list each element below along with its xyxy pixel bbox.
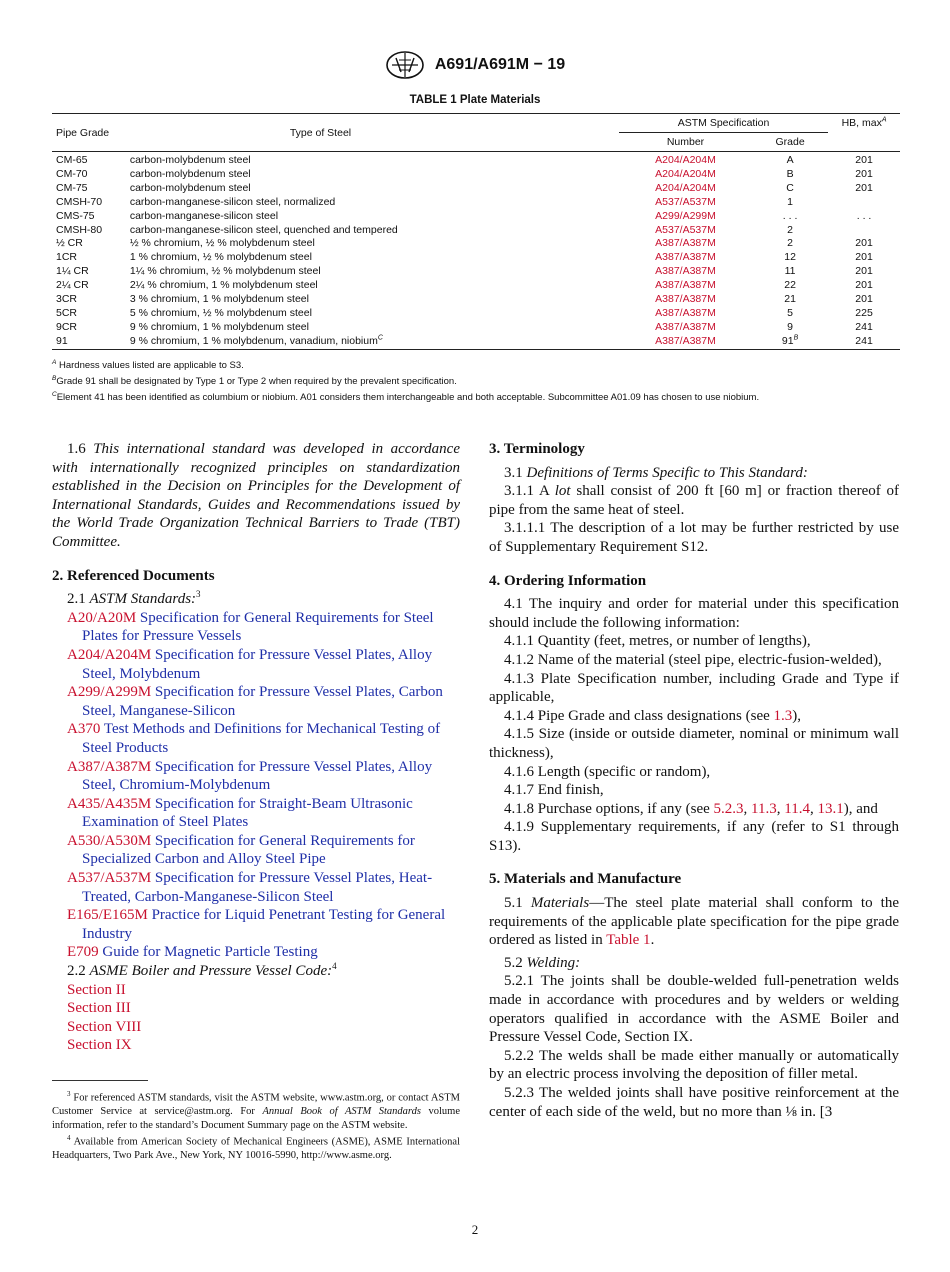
astm-reference-item[interactable]: [52, 609, 460, 646]
cell-spec-number-link[interactable]: A387/A387M: [655, 334, 716, 347]
table-row: [52, 307, 900, 321]
asme-section-ii-link[interactable]: Section II: [67, 981, 126, 998]
reference-code[interactable]: A537/A537M: [67, 870, 152, 887]
paragraph-5-2-3: 5.2.3 The welded joints shall have positive reinforcement at the center of each side of the weld, but no more than ⅛ in. [3: [489, 1085, 899, 1120]
astm-reference-list: [52, 609, 460, 962]
left-column: [52, 440, 460, 1055]
paragraph-4-1-1: 4.1.1 Quantity (feet, metres, or number of lengths),: [504, 633, 811, 650]
cell-spec-number-link[interactable]: A537/A537M: [655, 223, 716, 236]
link-table-1[interactable]: Table 1: [606, 932, 651, 949]
footnote-3: $^3$ For referenced ASTM standards, visit the ASTM website, www.astm.org, or contact ASTM Customer Service at service@astm.org. For Annual Book of ASTM Standards volume information, refer to the standard’s Document Summary page on the ASTM website.: [52, 1090, 460, 1131]
section-heading-ordering-information: 4. Ordering Information: [489, 572, 647, 589]
paragraph-5-1: 5.1 Materials—The steel plate material shall conform to the requirements of the applicable plate specification for the pipe grade ordered as listed in Table 1.: [489, 895, 899, 949]
cell-spec-grade: 11: [784, 265, 796, 278]
cell-hb-max: 201: [855, 154, 873, 166]
reference-code[interactable]: A370: [67, 721, 101, 738]
cell-hb-max: 225: [855, 306, 873, 319]
table-title: TABLE 1 Plate Materials: [409, 94, 541, 106]
reference-title[interactable]: Specification for General Requirements for Specialized Carbon and Alloy Steel Pipe: [82, 832, 415, 868]
table-row: [52, 265, 900, 279]
cell-hb-max: [828, 196, 900, 210]
cell-spec-grade: 1: [787, 195, 793, 208]
paragraph-4-1-7: 4.1.7 End finish,: [504, 782, 604, 799]
cell-spec-number-link[interactable]: A387/A387M: [655, 306, 716, 319]
cell-type-of-steel: 3 % chromium, 1 % molybdenum steel: [129, 293, 309, 306]
link-5-2-3[interactable]: 5.2.3: [713, 800, 744, 817]
table-row: [52, 152, 900, 168]
cell-spec-number-link[interactable]: A204/A204M: [655, 154, 716, 166]
reference-code[interactable]: E709: [67, 944, 99, 961]
cell-spec-grade: 5: [787, 306, 793, 319]
section-heading-materials-manufacture: 5. Materials and Manufacture: [489, 871, 682, 888]
astm-reference-item[interactable]: [52, 646, 460, 683]
cell-pipe-grade: CM-75: [56, 181, 88, 194]
reference-code[interactable]: A20/A20M: [67, 609, 137, 626]
cell-hb-max: [828, 224, 900, 238]
cell-spec-grade: B: [786, 167, 794, 180]
paragraph-3-1: 3.1 Definitions of Terms Specific to This Standard:: [504, 464, 808, 481]
cell-pipe-grade: 5CR: [56, 306, 78, 319]
reference-code[interactable]: A435/A435M: [67, 795, 152, 812]
plate-materials-table: [52, 113, 900, 350]
cell-type-of-steel: carbon-molybdenum steel: [129, 181, 251, 194]
cell-spec-number-link[interactable]: A387/A387M: [655, 293, 716, 306]
cell-type-of-steel: 1¼ % chromium, ½ % molybdenum steel: [129, 265, 321, 278]
link-11-3[interactable]: 11.3: [751, 800, 777, 817]
table-row: [52, 335, 900, 349]
cell-spec-number-link[interactable]: A387/A387M: [655, 320, 716, 333]
reference-title[interactable]: Practice for Liquid Penetrant Testing for General Industry: [82, 907, 446, 942]
footnote-divider: [52, 1080, 148, 1081]
col-header-grade: Grade: [775, 136, 805, 148]
page-number: 2: [471, 1222, 479, 1237]
reference-code[interactable]: A530/A530M: [67, 832, 152, 849]
cell-pipe-grade: 91: [56, 334, 68, 347]
cell-spec-grade: 12: [784, 251, 796, 264]
astm-reference-item[interactable]: [52, 795, 460, 832]
footnotes: [52, 1088, 460, 1163]
paragraph-3-1-1-1: 3.1.1.1 The description of a lot may be further restricted by use of Supplementary Requirement S12.: [489, 520, 899, 555]
asme-section-iii-link[interactable]: Section III: [67, 1000, 131, 1017]
asme-section-viii-link[interactable]: Section VIII: [67, 1018, 142, 1035]
cell-hb-max: 201: [855, 251, 873, 264]
reference-title[interactable]: Specification for Pressure Vessel Plates, Alloy Steel, Chromium-Molybdenum: [82, 758, 433, 794]
reference-title[interactable]: Specification for General Requirements for Steel Plates for Pressure Vessels: [82, 609, 434, 645]
reference-title[interactable]: Specification for Pressure Vessel Plates, Carbon Steel, Manganese-Silicon: [82, 684, 443, 719]
cell-type-of-steel: 9 % chromium, 1 % molybdenum steel: [129, 320, 309, 333]
cell-hb-max: 241: [855, 334, 873, 347]
cell-type-of-steel: 2¼ % chromium, 1 % molybdenum steel: [129, 279, 318, 292]
reference-title[interactable]: Specification for Straight-Beam Ultrasonic Examination of Steel Plates: [82, 795, 413, 831]
col-header-number: Number: [666, 136, 705, 148]
table-row: [52, 224, 900, 238]
reference-title[interactable]: Specification for Pressure Vessel Plates, Alloy Steel, Molybdenum: [82, 646, 433, 682]
paragraph-4-1-6: 4.1.6 Length (specific or random),: [504, 763, 711, 780]
cell-pipe-grade: CMSH-80: [56, 223, 103, 236]
cell-hb-max: 201: [855, 279, 873, 292]
table-row: [52, 196, 900, 210]
paragraph-2-2: 2.2 ASME Boiler and Pressure Vessel Code:$^4$: [67, 961, 337, 980]
cell-hb-max: 241: [855, 320, 873, 333]
paragraph-5-2-1: 5.2.1 The joints shall be double-welded full-penetration welds made in accordance with procedures and by welders or welding operators qualified in accordance with the ASME Boiler and Pressure Vessel Code, Section IX.: [489, 973, 899, 1046]
table-row: [52, 210, 900, 224]
cell-type-of-steel: carbon-molybdenum steel: [129, 167, 251, 180]
table-row: [52, 321, 900, 335]
page-header: [0, 50, 950, 80]
cell-spec-number-link[interactable]: A537/A537M: [655, 195, 716, 208]
cell-spec-number-link[interactable]: A204/A204M: [655, 167, 716, 180]
reference-code[interactable]: E165/E165M: [67, 907, 148, 924]
table-row: [52, 279, 900, 293]
cell-hb-max: 201: [855, 181, 873, 194]
cell-spec-grade: 2: [787, 237, 793, 250]
cell-pipe-grade: 1CR: [56, 251, 78, 264]
right-column: [489, 440, 899, 1121]
table-note-a: $^A$ Hardness values listed are applicable to S3.: [52, 359, 244, 372]
cell-pipe-grade: 1¼ CR: [56, 265, 89, 278]
cell-spec-number-link[interactable]: A204/A204M: [655, 181, 716, 194]
cell-spec-number-link[interactable]: A387/A387M: [655, 237, 716, 250]
cell-type-of-steel: 5 % chromium, ½ % molybdenum steel: [129, 306, 312, 319]
link-1-3[interactable]: 1.3: [773, 707, 793, 724]
cell-hb-max: 201: [855, 265, 873, 278]
table-row: [52, 168, 900, 182]
reference-code[interactable]: A204/A204M: [67, 646, 152, 663]
paragraph-4-1-5: 4.1.5 Size (inside or outside diameter, nominal or minimum wall thickness),: [489, 726, 899, 761]
paragraph-4-1-2: 4.1.2 Name of the material (steel pipe, electric-fusion-welded),: [504, 651, 882, 668]
table-note-b: $^B$Grade 91 shall be designated by Type 1 or Type 2 when required by the prevalent specification.: [52, 375, 457, 388]
cell-spec-grade: 9: [787, 320, 793, 333]
astm-reference-item[interactable]: [52, 758, 460, 795]
paragraph-2-1: 2.1 ASTM Standards:$^3$: [67, 589, 201, 608]
cell-hb-max: . . .: [856, 209, 872, 222]
cell-pipe-grade: 3CR: [56, 293, 78, 306]
paragraph-3-1-1: 3.1.1 A lot shall consist of 200 ft [60 m] or fraction thereof of pipe from the same heat of steel.: [489, 483, 899, 518]
cell-type-of-steel: 1 % chromium, ½ % molybdenum steel: [129, 251, 312, 264]
reference-title[interactable]: Specification for Pressure Vessel Plates, Heat-Treated, Carbon-Manganese-Silicon Steel: [82, 870, 433, 905]
cell-spec-number-link[interactable]: A387/A387M: [655, 265, 716, 278]
table-note-c: $^C$Element 41 has been identified as columbium or niobium. A01 considers them interchangeable and both acceptable. Subcommittee A01.09 has chosen to use niobium.: [52, 391, 760, 404]
col-header-pipe-grade: Pipe Grade: [56, 126, 110, 139]
table-body: [52, 152, 900, 350]
table-row: [52, 251, 900, 265]
cell-type-of-steel: carbon-manganese-silicon steel, quenched and tempered: [129, 223, 398, 236]
reference-title[interactable]: Guide for Magnetic Particle Testing: [102, 944, 318, 961]
paragraph-4-1-3: 4.1.3 Plate Specification number, including Grade and Type if applicable,: [489, 670, 899, 706]
reference-title[interactable]: Test Methods and Definitions for Mechanical Testing of Steel Products: [82, 721, 441, 756]
table-row: [52, 293, 900, 307]
cell-spec-number-link[interactable]: A387/A387M: [655, 279, 716, 292]
cell-spec-grade: 21: [784, 293, 796, 306]
asme-section-ix-link[interactable]: Section IX: [67, 1037, 132, 1054]
cell-spec-number-link[interactable]: A387/A387M: [655, 251, 716, 264]
paragraph-4-1-4: 4.1.4 Pipe Grade and class designations (see 1.3),: [504, 707, 802, 724]
paragraph-5-2: 5.2 Welding:: [504, 954, 581, 971]
cell-spec-grade: $91^B$: [781, 334, 799, 347]
document-designation: A691/A691M − 19: [434, 56, 566, 73]
reference-code[interactable]: A299/A299M: [67, 684, 152, 701]
section-heading-referenced-documents: 2. Referenced Documents: [52, 567, 215, 584]
link-11-4[interactable]: 11.4: [784, 800, 810, 817]
footnote-4: $^4$ Available from American Society of Mechanical Engineers (ASME), ASME International Headquarters, Two Park Ave., New York, NY 10016-5990, http://www.asme.org.: [52, 1134, 460, 1161]
astm-reference-item[interactable]: [52, 943, 460, 962]
cell-type-of-steel: carbon-manganese-silicon steel: [129, 209, 279, 222]
cell-spec-grade: 2: [787, 223, 793, 236]
cell-pipe-grade: CM-65: [56, 154, 88, 166]
astm-reference-item[interactable]: [52, 832, 460, 869]
reference-code[interactable]: A387/A387M: [67, 758, 152, 775]
cell-hb-max: 201: [855, 237, 873, 250]
paragraph-4-1-8: 4.1.8 Purchase options, if any (see 5.2.3, 11.3, 11.4, 13.1), and: [504, 800, 878, 817]
cell-pipe-grade: CMS-75: [56, 209, 95, 222]
astm-reference-item[interactable]: [52, 683, 460, 720]
table-row: [52, 182, 900, 196]
cell-type-of-steel: ½ % chromium, ½ % molybdenum steel: [129, 237, 315, 250]
paragraph-4-1: 4.1 The inquiry and order for material under this specification should include the following information:: [489, 596, 899, 631]
col-header-astm-spec: ASTM Specification: [619, 114, 828, 133]
astm-reference-item[interactable]: [52, 906, 460, 943]
cell-type-of-steel: 9 % chromium, 1 % molybdenum, vanadium, niobium$^C$: [129, 334, 383, 347]
astm-reference-item[interactable]: [52, 869, 460, 906]
cell-pipe-grade: ½ CR: [56, 237, 83, 250]
cell-pipe-grade: CM-70: [56, 167, 88, 180]
cell-spec-grade: C: [786, 181, 794, 194]
paragraph-1-6: 1.6 This international standard was developed in accordance with internationally recognized principles on standardization established in the Decision on Principles for the Development of International Standards, Guides and Recommendations issued by the World Trade Organization Technical Barriers to Trade (TBT) Committee.: [52, 441, 460, 550]
link-13-1[interactable]: 13.1: [817, 800, 844, 817]
cell-pipe-grade: 9CR: [56, 320, 78, 333]
cell-hb-max: 201: [855, 167, 873, 180]
table-row: [52, 237, 900, 251]
cell-type-of-steel: carbon-molybdenum steel: [129, 154, 251, 166]
table-notes: [52, 356, 912, 404]
cell-hb-max: 201: [855, 293, 873, 306]
paragraph-4-1-9: 4.1.9 Supplementary requirements, if any (refer to S1 through S13).: [489, 819, 899, 854]
cell-spec-grade: 22: [784, 279, 796, 292]
cell-type-of-steel: carbon-manganese-silicon steel, normalized: [129, 195, 336, 208]
paragraph-5-2-2: 5.2.2 The welds shall be made either manually or automatically by an electric process involving the deposition of filler metal.: [489, 1047, 899, 1083]
col-header-type-of-steel: Type of Steel: [289, 126, 352, 139]
cell-pipe-grade: CMSH-70: [56, 195, 103, 208]
section-heading-terminology: 3. Terminology: [489, 441, 585, 457]
cell-spec-grade: . . .: [782, 209, 798, 222]
col-header-hb-max: HB, $\max^A$: [841, 116, 887, 130]
cell-spec-grade: A: [786, 154, 794, 166]
astm-logo-icon: [385, 50, 425, 80]
cell-spec-number-link[interactable]: A299/A299M: [655, 209, 716, 222]
cell-pipe-grade: 2¼ CR: [56, 279, 89, 292]
astm-reference-item[interactable]: [52, 720, 460, 757]
